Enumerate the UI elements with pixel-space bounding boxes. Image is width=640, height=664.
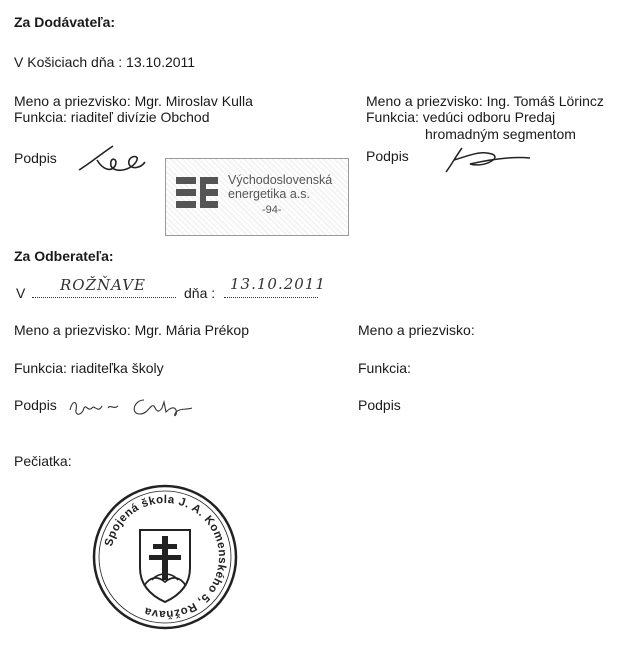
date-handwritten: 13.10.2011	[230, 275, 326, 293]
customer-right-name: Meno a priezvisko:	[358, 322, 475, 338]
supplier-heading: Za Dodávateľa:	[14, 14, 116, 30]
supplier-right-name: Meno a priezvisko: Ing. Tomáš Lörincz	[366, 93, 604, 109]
supplier-right-sign-label: Podpis	[366, 148, 409, 164]
signature-prekop	[64, 392, 204, 422]
stamp-line-2: energetika a.s.	[228, 187, 310, 201]
place-handwritten: ROŽŇAVE	[60, 276, 147, 294]
customer-right-function: Funkcia:	[358, 360, 411, 376]
stamp-line-3: -94-	[262, 204, 282, 216]
company-stamp	[165, 158, 349, 236]
stamp-line-1: Východoslovenská	[228, 173, 333, 187]
customer-place-prefix: V	[16, 285, 26, 301]
school-seal	[90, 482, 240, 632]
supplier-left-sign-label: Podpis	[14, 150, 57, 166]
supplier-place-date: V Košiciach dňa : 13.10.2011	[14, 54, 196, 70]
supplier-right-function-cont: hromadným segmentom	[425, 126, 576, 142]
supplier-left-function: Funkcia: riaditeľ divízie Obchod	[14, 109, 210, 125]
customer-left-name: Meno a priezvisko: Mgr. Mária Prékop	[14, 322, 249, 338]
supplier-left-name: Meno a priezvisko: Mgr. Miroslav Kulla	[14, 93, 253, 109]
customer-left-function: Funkcia: riaditeľka školy	[14, 360, 164, 376]
customer-date-prefix: dňa :	[184, 285, 216, 301]
signature-lorincz	[440, 138, 535, 178]
customer-left-sign-label: Podpis	[14, 397, 57, 413]
customer-right-sign-label: Podpis	[358, 397, 401, 413]
customer-heading: Za Odberateľa:	[14, 248, 114, 264]
signature-kulla	[75, 140, 155, 180]
svg-text:Spojená škola J. A. Komenského: Spojená škola J. A. Komenského 5, Rožňava	[103, 493, 229, 621]
seal-label: Pečiatka:	[14, 453, 72, 469]
supplier-right-function: Funkcia: vedúci odboru Predaj	[366, 109, 556, 125]
vse-logo-icon	[176, 173, 220, 217]
